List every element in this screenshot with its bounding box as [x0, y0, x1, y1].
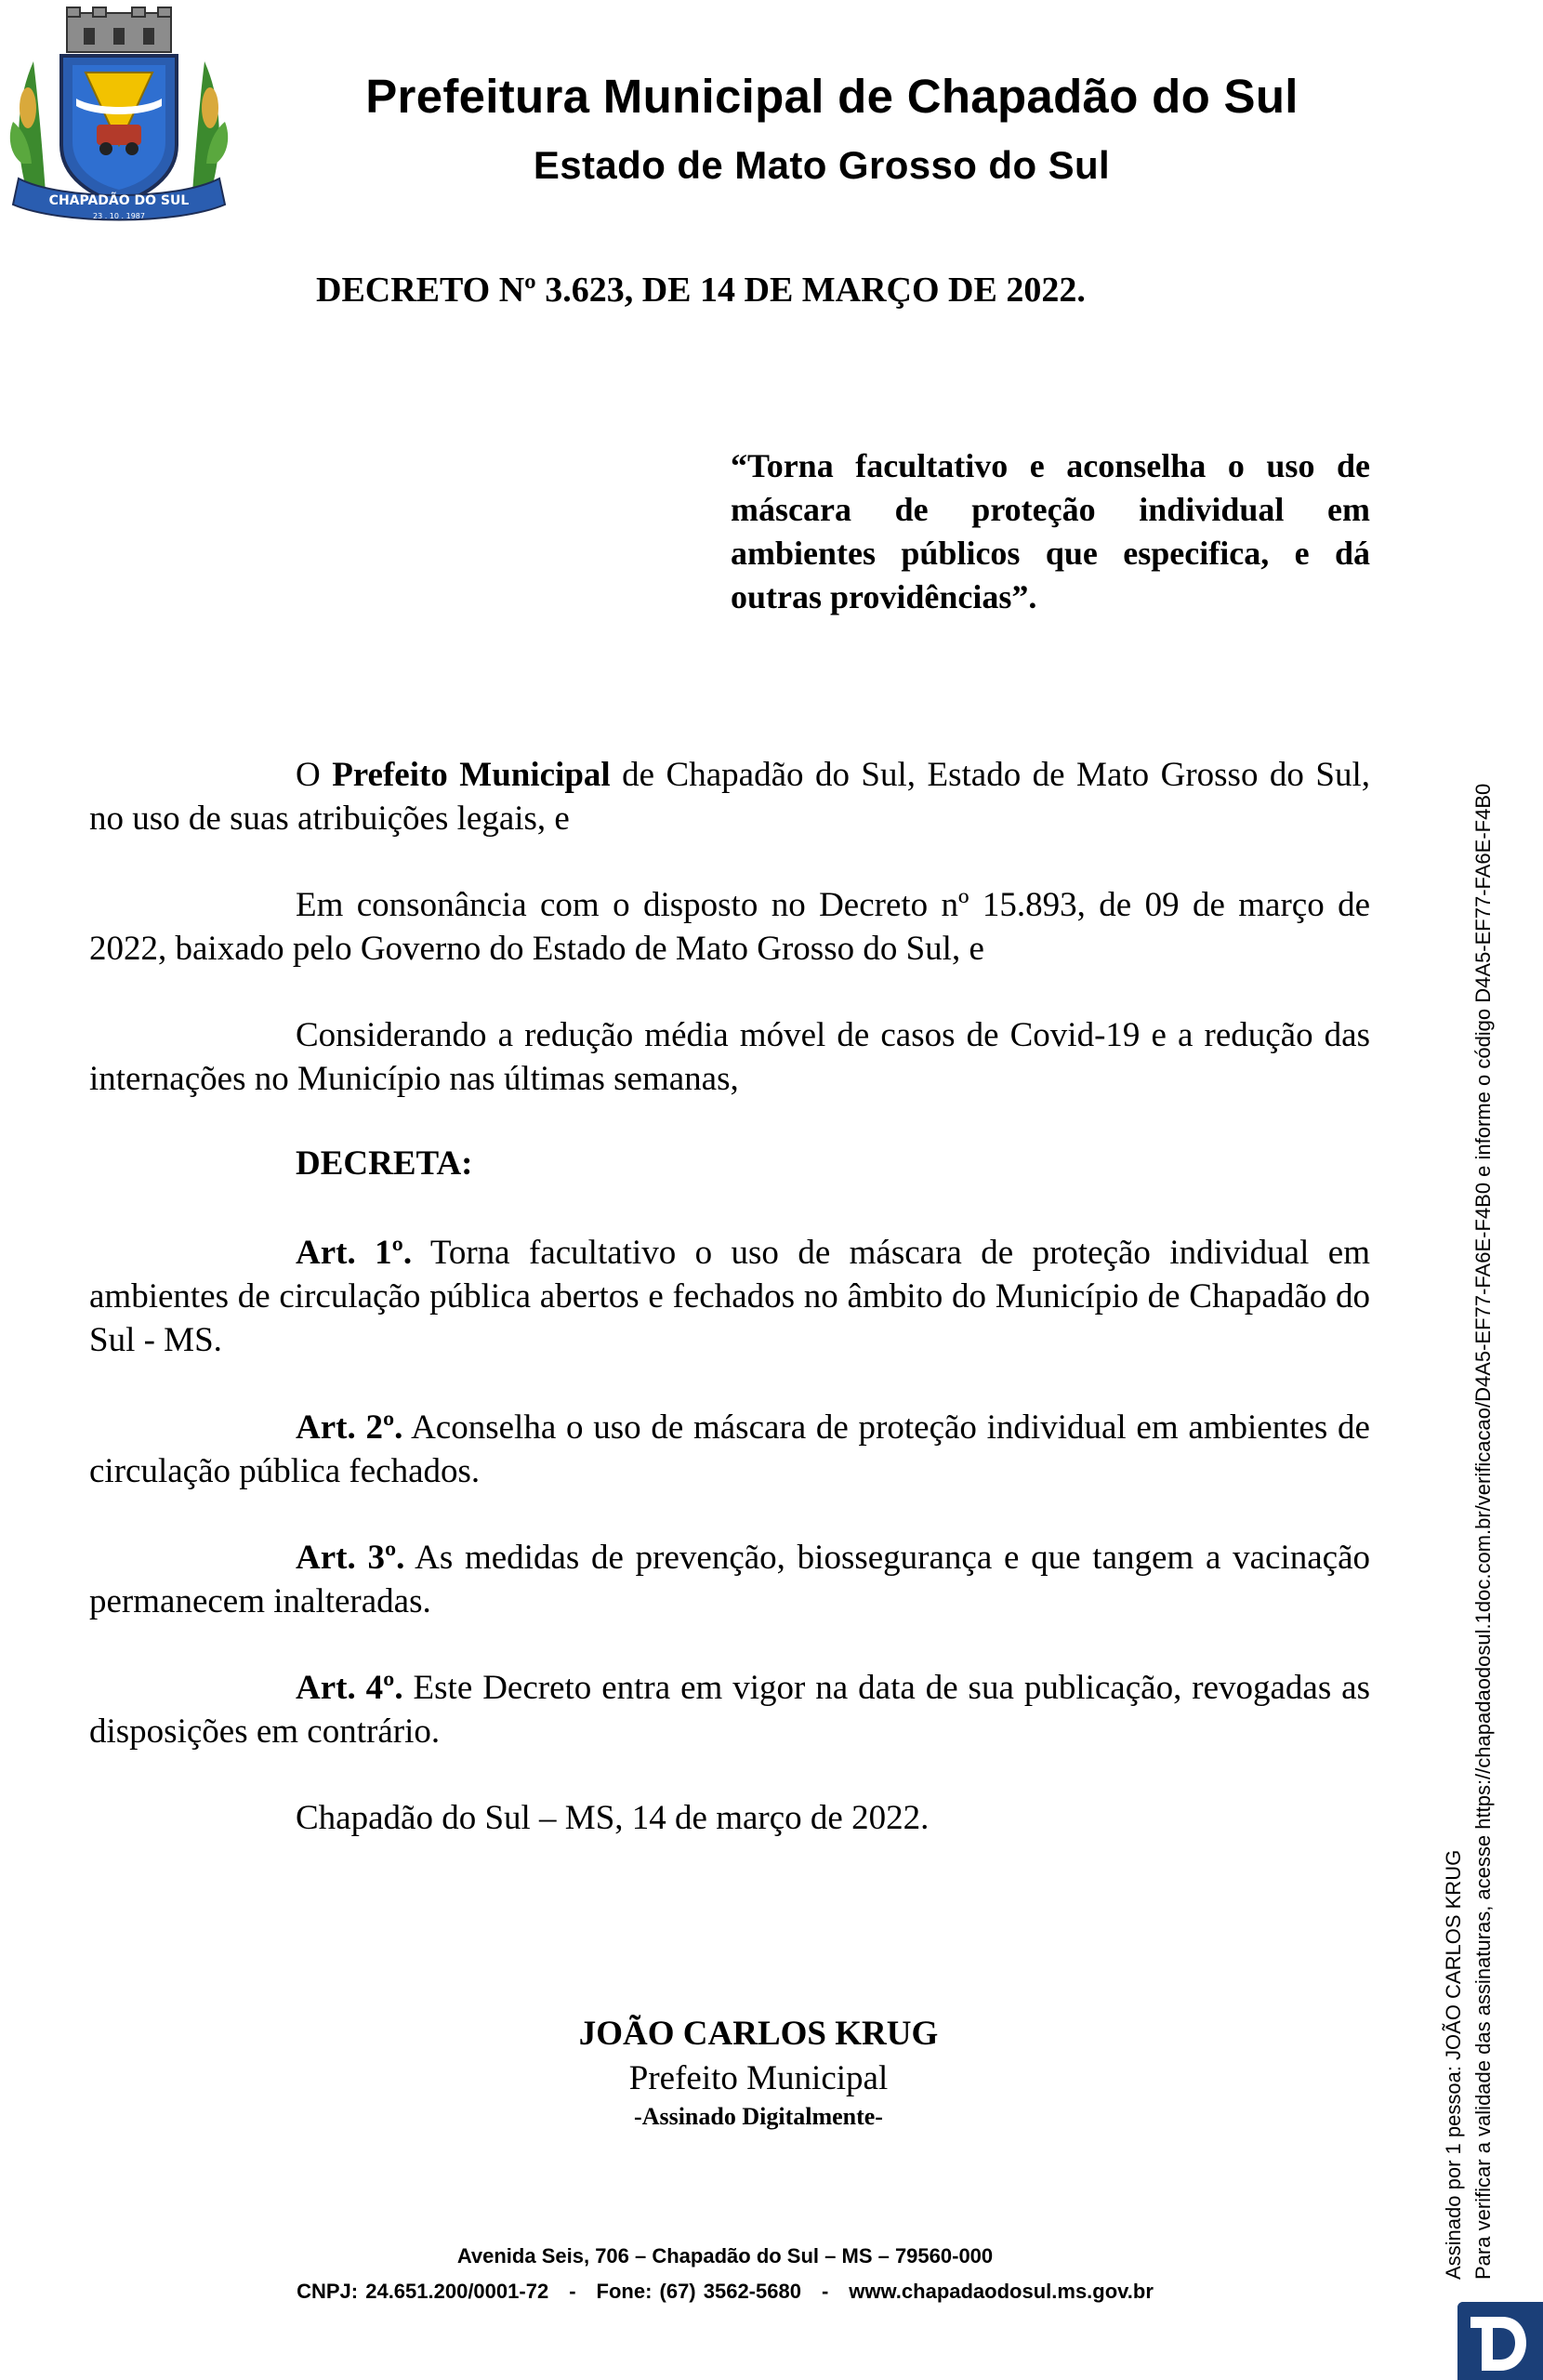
- svg-text:CHAPADÃO DO SUL: CHAPADÃO DO SUL: [48, 193, 190, 208]
- footer-contacts: [0, 2280, 1450, 2304]
- preamble-prefix: O: [296, 756, 333, 794]
- article-1-text: Torna facultativo o uso de máscara de proteção individual em ambientes de circulação pública abertos e fechados no âmbito do Município de Chapadão do Sul - MS.: [89, 1234, 1370, 1359]
- footer-address: Avenida Seis, 706 – Chapadão do Sul – MS – 79560-000: [456, 2244, 994, 2268]
- stamp-signed-by: Assinado por 1 pessoa: JOÃO CARLOS KRUG: [1442, 1849, 1465, 2280]
- article-2: [89, 1406, 1370, 1493]
- considering-paragraph: Considerando a redução média móvel de casos de Covid-19 e a redução das internações no Município nas últimas semanas,: [89, 1016, 1370, 1098]
- decree-summary: “Torna facultativo e aconselha o uso de máscara de proteção individual em ambientes públicos que especifica, e dá outras providências”.: [731, 447, 1370, 615]
- svg-text:23 . 10 . 1987: 23 . 10 . 1987: [93, 212, 145, 220]
- footer-cnpj: CNPJ: 24.651.200/0001-72: [297, 2280, 549, 2303]
- preamble-authority: Prefeito Municipal: [332, 756, 611, 794]
- signatory-role: Prefeito Municipal: [628, 2059, 889, 2097]
- article-3-text: As medidas de prevenção, biossegurança e que tangem a vacinação permanecem inalteradas.: [89, 1539, 1370, 1620]
- article-2-text: Aconselha o uso de máscara de proteção individual em ambientes de circulação pública fechados.: [89, 1408, 1370, 1490]
- article-3-label: Art. 3º.: [296, 1539, 405, 1577]
- article-1-label: Art. 1º.: [296, 1234, 413, 1272]
- signature-verification-stamp: [1439, 643, 1498, 2280]
- digital-signature-note: -Assinado Digitalmente-: [634, 2103, 883, 2130]
- place-and-date: Chapadão do Sul – MS, 14 de março de 2022.: [296, 1799, 930, 1837]
- preamble-paragraph: [89, 753, 1370, 840]
- consonance-paragraph: Em consonância com o disposto no Decreto nº 15.893, de 09 de março de 2022, baixado pelo Governo do Estado de Mato Grosso do Sul, e: [89, 886, 1370, 968]
- article-4: [89, 1666, 1370, 1753]
- signatory-name: JOÃO CARLOS KRUG: [578, 2015, 939, 2053]
- preamble-text: de Chapadão do Sul, Estado de Mato Grosso do Sul, no uso de suas atribuições legais, e: [89, 756, 1370, 838]
- decreta-heading: DECRETA:: [296, 1144, 473, 1183]
- article-2-label: Art. 2º.: [296, 1408, 403, 1447]
- footer-phone: Fone: (67) 3562-5680: [596, 2280, 801, 2303]
- article-3: [89, 1536, 1370, 1623]
- state-subtitle: Estado de Mato Grosso do Sul: [533, 143, 1111, 187]
- footer-website: www.chapadaodosul.ms.gov.br: [849, 2280, 1154, 2303]
- stamp-verification-link[interactable]: Para verificar a validade das assinaturas, acesse https://chapadaodosul.1doc.com.br/verificacao/D4A5-EF77-FA6E-F4B0 e informe o código D4A5-EF77-FA6E-F4B0: [1471, 783, 1495, 2280]
- article-4-text: Este Decreto entra em vigor na data de sua publicação, revogadas as disposições em contrário.: [89, 1669, 1370, 1751]
- municipality-title: Prefeitura Municipal de Chapadão do Sul: [365, 70, 1299, 123]
- footer-separator: -: [569, 2280, 576, 2303]
- decree-title: DECRETO Nº 3.623, DE 14 DE MARÇO DE 2022.: [316, 271, 1086, 310]
- article-4-label: Art. 4º.: [296, 1669, 403, 1707]
- article-1: [89, 1231, 1370, 1362]
- footer-separator: -: [821, 2280, 829, 2303]
- 1doc-logo-icon: [1457, 2302, 1543, 2380]
